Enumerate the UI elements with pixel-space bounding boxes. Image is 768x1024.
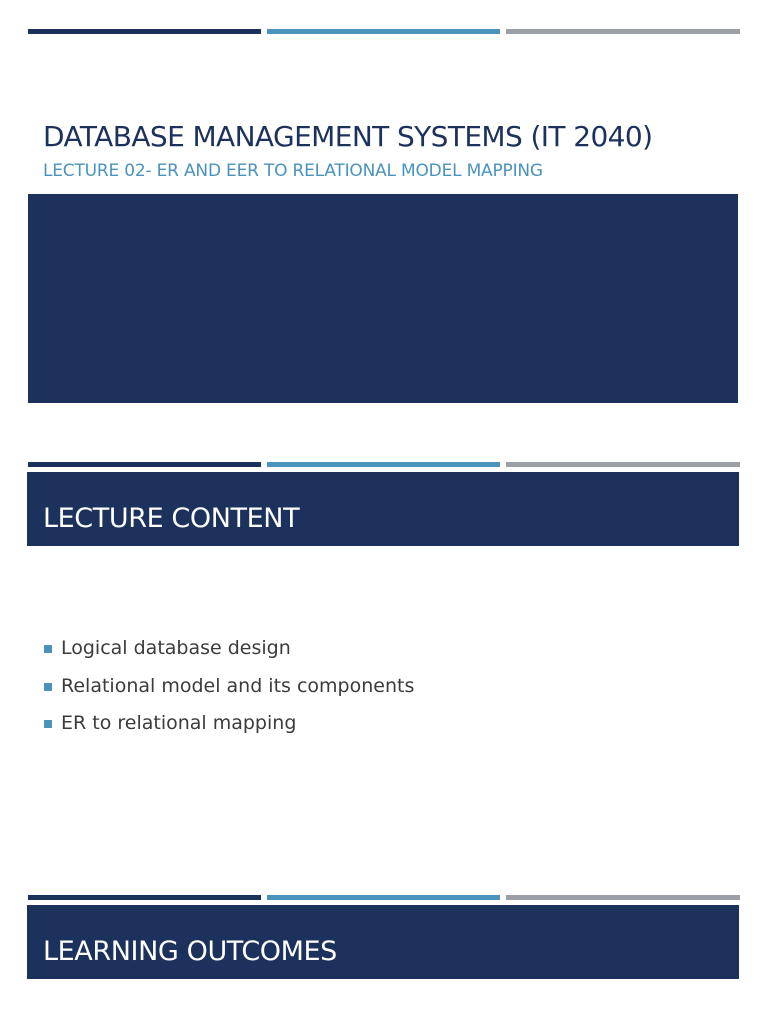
list-item-text: ER to relational mapping: [61, 712, 297, 734]
accent-stripe-teal: [267, 29, 500, 34]
bullet-list: [44, 637, 414, 750]
slide-title: DATABASE MANAGEMENT SYSTEMS (IT 2040): [43, 120, 653, 153]
accent-stripe-navy: [28, 462, 261, 467]
accent-stripe-gray: [506, 895, 740, 900]
accent-stripe-navy: [28, 29, 261, 34]
accent-stripe-gray: [506, 462, 740, 467]
square-bullet-icon: [44, 720, 52, 728]
slide-subtitle: LECTURE 02- ER AND EER TO RELATIONAL MODEL MAPPING: [43, 161, 543, 181]
list-item: [44, 675, 414, 713]
list-item-text: Relational model and its components: [61, 674, 415, 697]
accent-stripe-gray: [506, 29, 740, 34]
list-item-text: Logical database design: [61, 637, 291, 659]
section-banner: [27, 905, 739, 979]
section-banner: [27, 472, 739, 546]
square-bullet-icon: [44, 645, 52, 653]
square-bullet-icon: [44, 683, 52, 691]
list-item: [44, 712, 414, 750]
accent-stripe-teal: [267, 462, 500, 467]
section-title: LECTURE CONTENT: [43, 503, 300, 534]
accent-stripe-teal: [267, 895, 500, 900]
section-title: LEARNING OUTCOMES: [43, 936, 337, 967]
accent-stripe-navy: [28, 895, 261, 900]
list-item: [44, 637, 414, 675]
title-navy-block: [28, 194, 738, 403]
